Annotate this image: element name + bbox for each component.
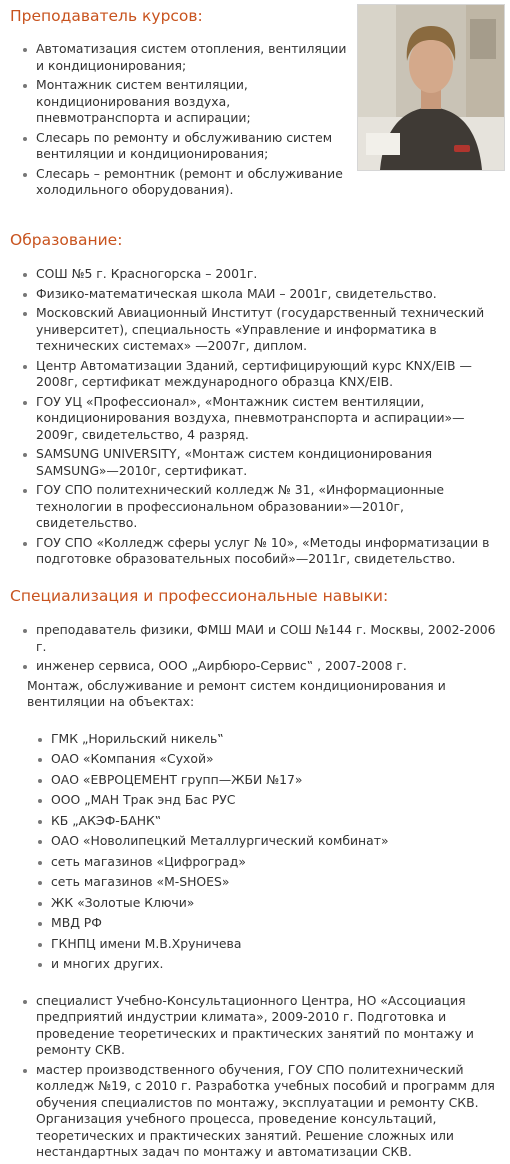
- list-item: мастер производственного обучения, ГОУ СПО политехнический колледж №19, с 2010 г. Разработка учебных пособий и программ для обучения специалистов по монтажу, эксплуатации и ремонту СКВ. Организация учебного процесса, проведение консультаций, теоретических и практических занятий. Решение сложных или нестандартных задач по монтажу и автоматизации СКВ.: [10, 1062, 502, 1161]
- list-item: инженер сервиса, ООО „Аирбюро-Сервис‟ , 2007-2008 г.: [10, 658, 502, 675]
- skills-section: [10, 586, 502, 1164]
- teacher-photo: [357, 4, 505, 171]
- list-item: Физико-математическая школа МАИ – 2001г, свидетельство.: [10, 286, 502, 303]
- list-item: Слесарь по ремонту и обслуживанию систем вентиляции и кондиционирования;: [10, 130, 350, 163]
- education-list: [10, 266, 502, 568]
- skills-list-top: [10, 622, 502, 675]
- list-item: сеть магазинов «M-SHOES»: [25, 874, 502, 891]
- list-item: ООО „МАН Трак энд Бас РУС: [25, 792, 502, 809]
- list-item: ОАО «ЕВРОЦЕМЕНТ групп—ЖБИ №17»: [25, 772, 502, 789]
- list-item: специалист Учебно-Консультационного Центра, НО «Ассоциация предприятий индустрии климата», 2009-2010 г. Подготовка и проведение теоретических и практических занятий по монтажу и ремонту СКВ.: [10, 993, 502, 1059]
- education-heading: Образование:: [10, 231, 123, 249]
- list-item: Слесарь – ремонтник (ремонт и обслуживание холодильного оборудования).: [10, 166, 350, 199]
- objects-list: [25, 731, 502, 973]
- skills-heading: Специализация и профессиональные навыки:: [10, 587, 389, 605]
- courses-section: [10, 6, 350, 202]
- list-item: ГКНПЦ имени М.В.Хруничева: [25, 936, 502, 953]
- list-item: Автоматизация систем отопления, вентиляции и кондиционирования;: [10, 41, 350, 74]
- list-item: сеть магазинов «Цифроград»: [25, 854, 502, 871]
- courses-heading: Преподаватель курсов:: [10, 7, 203, 25]
- list-item: ГОУ СПО политехнический колледж № 31, «Информационные технологии в профессиональном образовании»—2010г, свидетельство.: [10, 482, 502, 532]
- list-item: КБ „АКЭФ-БАНК‟: [25, 813, 502, 830]
- education-section: [10, 230, 502, 571]
- list-item: преподаватель физики, ФМШ МАИ и СОШ №144 г. Москвы, 2002-2006 г.: [10, 622, 502, 655]
- list-item: Московский Авиационный Институт (государственный технический университет), специальность «Управление и информатика в технических системах» —2007г, диплом.: [10, 305, 502, 355]
- list-item: ОАО «Новолипецкий Металлургический комбинат»: [25, 833, 502, 850]
- objects-intro: Монтаж, обслуживание и ремонт систем кондиционирования и вентиляции на объектах:: [27, 677, 446, 709]
- list-item: СОШ №5 г. Красногорска – 2001г.: [10, 266, 502, 283]
- skills-list-bottom: [10, 993, 502, 1161]
- list-item: ГМК „Норильский никель‟: [25, 731, 502, 748]
- list-item: ЖК «Золотые Ключи»: [25, 895, 502, 912]
- list-item: SAMSUNG UNIVERSITY, «Монтаж систем кондиционирования SAMSUNG»—2010г, сертификат.: [10, 446, 502, 479]
- list-item: Центр Автоматизации Зданий, сертифицирующий курс KNX/EIB —2008г, сертификат международного образца KNX/EIB.: [10, 358, 502, 391]
- list-item: МВД РФ: [25, 915, 502, 932]
- list-item: ГОУ УЦ «Профессионал», «Монтажник систем вентиляции, кондиционирования воздуха, пневмотранспорта и аспирации»—2009г, свидетельство, 4 разряд.: [10, 394, 502, 444]
- teacher-photo-image: [358, 5, 504, 170]
- courses-list: [10, 41, 350, 199]
- list-item: Монтажник систем вентиляции, кондиционирования воздуха, пневмотранспорта и аспирации;: [10, 77, 350, 127]
- list-item: ОАО «Компания «Сухой»: [25, 751, 502, 768]
- list-item: ГОУ СПО «Колледж сферы услуг № 10», «Методы информатизации в подготовке образовательных пособий»—2011г, свидетельство.: [10, 535, 502, 568]
- list-item: и многих других.: [25, 956, 502, 973]
